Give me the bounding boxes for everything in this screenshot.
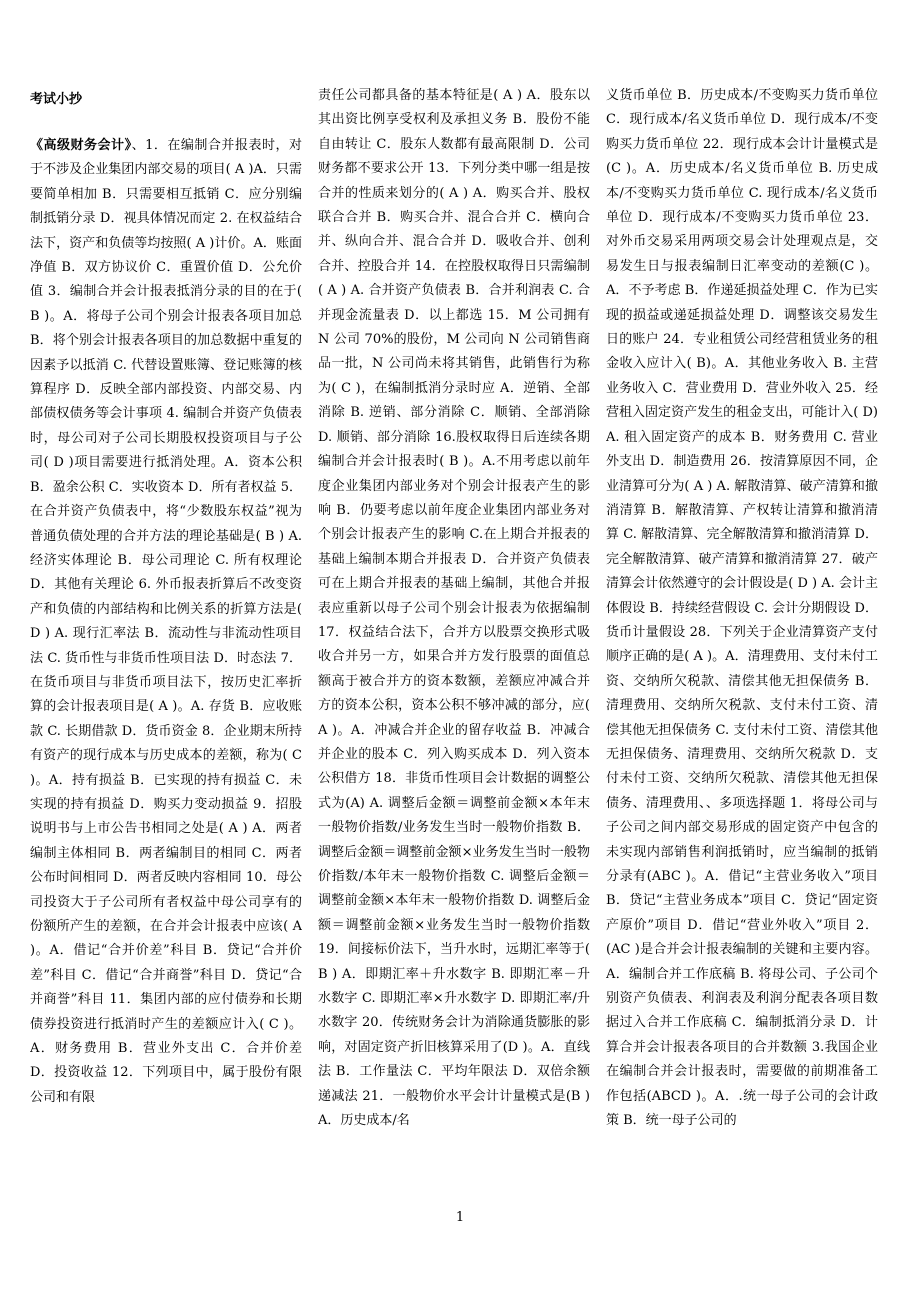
page-number: 1 xyxy=(455,1210,465,1225)
subject-heading: 《高级财务会计》 xyxy=(30,138,132,153)
column-1-text: 、1．在编制合并报表时，对于不涉及企业集团内部交易的项目( A )A．只需要简单相加 B．只需要相互抵销 C．应分别编制抵销分录 D．视具体情况而定 2. 在权益结合法下，资产和负债等均按照( A )计价。A．账面净值 B．双方协议价 C．重置价值 D．公允价值 3．编制合并会计报表抵消分录的目的在于( B )。A．将母子公司个别会计报表各项目加总 B．将个别会计报表各项目的加总数据中重复的因素予以抵消 C. 代替设置账簿、登记账簿的核算程序 D．反映全部内部投资、内部交易、内部债权债务等会计事项 4. 编制合并资产负债表时，母公司对子公司长期股权投资项目与子公司( D )项目需要进行抵消处理。A．资本公积 B．盈余公积 C．实收资本 D．所有者权益 5．在合并资产负债表中，将“少数股东权益”视为普通负债处理的合并方法的理论基础是( B ) A. 经济实体理论 B．母公司理论 C. 所有权理论 D．其他有关理论 6. 外币报表折算后不改变资产和负债的内部结构和比例关系的折算方法是( D ) A. 现行汇率法 B．流动性与非流动性项目法 C. 货币性与非货币性项目法 D．时态法 7．在货币项目与非货币项目法下，按历史汇率折算的会计报表项目是( A )。A. 存货 B．应收账款 C. 长期借款 D．货币资金 8．企业期末所持有资产的现行成本与历史成本的差额，称为( C )。A．持有损益 B．已实现的持有损益 C．未实现的持有损益 D．购买力变动损益 9．招股说明书与上市公告书相同之处是( A ) A．两者编制主体相同 B．两者编制目的相同 C．两者公布时间相同 D．两者反映内容相同 10．母公司投资大于子公司所有者权益中母公司享有的份额所产生的差额，在合并会计报表中应该( A )。A．借记“合并价差”科目 B．贷记“合并价差”科目 C．借记“合并商誉”科目 D．贷记“合并商誉”科目 11．集团内部的应付债券和长期债券投资进行抵消时产生的差额应计入( C )。A．财务费用 B．营业外支出 C．合并价差 D．投资收益 12．下列项目中，属于股份有限公司和有限 xyxy=(30,138,302,1105)
text-column-3 xyxy=(606,84,878,1184)
text-column-2 xyxy=(318,84,590,1184)
document-title: 考试小抄 xyxy=(30,92,83,107)
column-3-text: 义货币单位 B．历史成本/不变购买力货币单位 C．现行成本/名义货币单位 D．现行成本/不变购买力货币单位 22．现行成本会计计量模式是(C )。A．历史成本/名义货币单位 B. 历史成本/不变购买力货币单位 C. 现行成本/名义货币单位 D．现行成本/不变购买力货币单位 23．对外币交易采用两项交易会计处理观点是，交易发生日与报表编制日汇率变动的差额(C )。A．不予考虑 B．作递延损益处理 C．作为已实现的损益或递延损益处理 D．调整该交易发生日的账户 24．专业租赁公司经营租赁业务的租金收入应计入( B)。A．其他业务收入 B. 主营业务收入 C．营业费用 D．营业外收入 25．经营租入固定资产发生的租金支出，可能计入( D) A. 租入固定资产的成本 B．财务费用 C. 营业外支出 D．制造费用 26．按清算原因不同，企业清算可分为( A ) A. 解散清算、破产清算和撤消清算 B．解散清算、产权转让清算和撤消清算 C. 解散清算、完全解散清算和撤消清算 D．完全解散清算、破产清算和撤消清算 27．破产清算会计依然遵守的会计假设是( D ) A. 会计主体假设 B．持续经营假设 C. 会计分期假设 D．货币计量假设 28．下列关于企业清算资产支付顺序正确的是( A )。A．清理费用、支付未付工资、交纳所欠税款、清偿其他无担保债务 B．清理费用、交纳所欠税款、支付未付工资、清偿其他无担保债务 C. 支付未付工资、清偿其他无担保债务、清理费用、交纳所欠税款 D．支付未付工资、交纳所欠税款、清偿其他无担保债务、清理费用、、多项选择题 1．将母公司与子公司之间内部交易形成的固定资产中包含的未实现内部销售利润抵销时，应当编制的抵销分录有(ABC )。A．借记“主营业务收入”项目 B．贷记“主营业务成本”项目 C．贷记“固定资产原价”项目 D．借记“营业外收入”项目 2．(AC )是合并会计报表编制的关键和主要内容。A．编制合并工作底稿 B. 将母公司、子公司个别资产负债表、利润表及利润分配表各项目数据过入合并工作底稿 C．编制抵消分录 D．计算合并会计报表各项目的合并数额 3.我国企业在编制合并会计报表时，需要做的前期准备工作包括(ABCD )。A．.统一母子公司的会计政策 B．统一母子公司的 xyxy=(606,88,878,1129)
column-2-text: 责任公司都具备的基本特征是( A ) A．股东以其出资比例享受权利及承担义务 B．股份不能自由转让 C．股东人数都有最高限制 D．公司财务都不要求公开 13．下列分类中哪一组是按合并的性质来划分的( A ) A．购买合并、股权联合合并 B．购买合并、混合合并 C．横向合并、纵向合并、混合合并 D．吸收合并、创利合并、控股合并 14．在控股权取得日只需编制( A ) A. 合并资产负债表 B．合并利润表 C. 合并现金流量表 D．以上都选 15．M 公司拥有 N 公司 70%的股份，M 公司向 N 公司销售商品一批，N 公司尚未将其销售，此销售行为称为( C )，在编制抵消分录时应 A．逆销、全部消除 B. 逆销、部分消除 C．顺销、全部消除 D. 顺销、部分消除 16.股权取得日后连续各期编制合并会计报表时( B )。A.不用考虑以前年度企业集团内部业务对个别会计报表产生的影响 B．仍要考虑以前年度企业集团内部业务对个别会计报表产生的影响 C.在上期合并报表的基础上编制本期合并报表 D．合并资产负债表可在上期合并报表的基础上编制，其他合并报表应重新以母子公司个别会计报表为依据编制 17．权益结合法下，合并方以股票交换形式吸收合并另一方，如果合并方发行股票的面值总额高于被合并方的资本数额，差额应冲减合并方的资本公积，资本公积不够冲减的部分，应( A )。A．冲减合并企业的留存收益 B．冲减合并企业的股本 C．列入购买成本 D．列入资本公积借方 18．非货币性项目会计数据的调整公式为(A) A. 调整后金额＝调整前金额×本年末一般物价指数/业务发生当时一般物价指数 B．调整后金额＝调整前金额×业务发生当时一般物价指数/本年末一般物价指数 C. 调整后金额＝调整前金额×本年末一般物价指数 D. 调整后金额＝调整前金额×业务发生当时一般物价指数 19．间接标价法下，当升水时，远期汇率等于( B ) A．即期汇率＋升水数字 B. 即期汇率－升水数字 C. 即期汇率×升水数字 D. 即期汇率/升水数字 20．传统财务会计为消除通货膨胀的影响，对固定资产折旧核算采用了(D )。A．直线法 B．工作量法 C．平均年限法 D．双倍余额递减法 21．一般物价水平会计计量模式是(B ) A．历史成本/名 xyxy=(318,88,590,1129)
text-column-1 xyxy=(30,134,302,1184)
